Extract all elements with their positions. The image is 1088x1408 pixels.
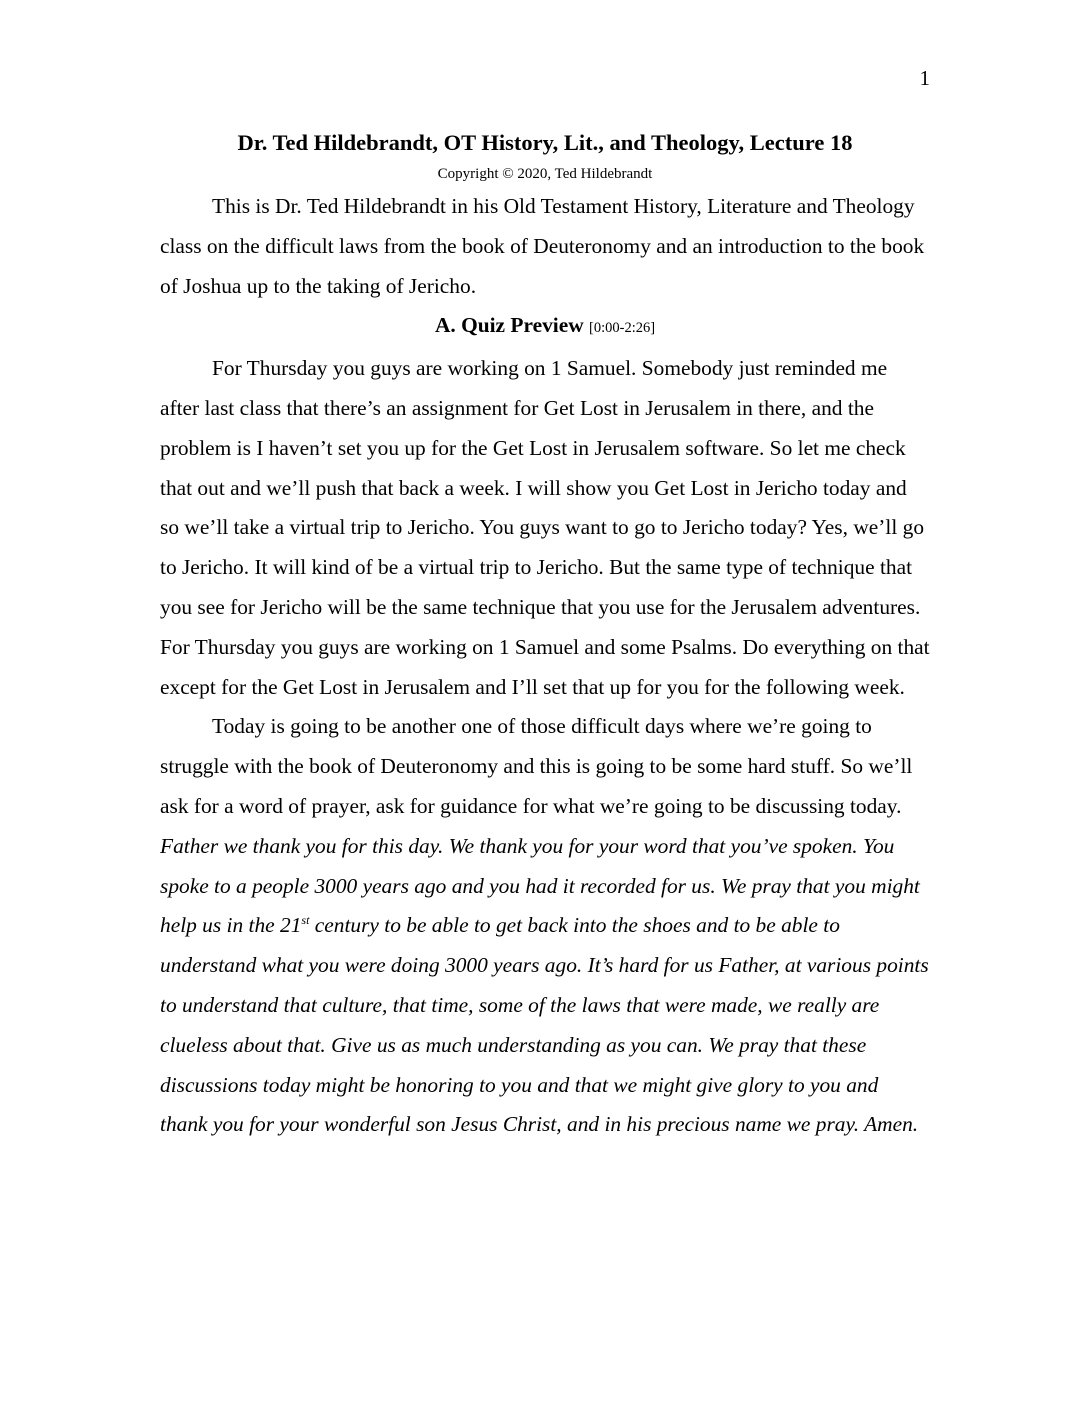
prayer-ordinal-superscript: st <box>301 913 310 928</box>
section-heading-label: A. Quiz Preview <box>434 313 584 338</box>
body-paragraph-2 <box>160 707 930 1145</box>
page-number: 1 <box>919 66 930 90</box>
section-timestamp: [0:00-2:26] <box>589 320 656 337</box>
document-body <box>160 125 930 1145</box>
intro-paragraph: This is Dr. Ted Hildebrandt in his Old Testament History, Literature and Theology class on the difficult laws from the book of Deuteronomy and an introduction to the book of Joshua up to the taking of Jericho. <box>160 194 925 298</box>
section-heading-quiz-preview <box>160 306 930 349</box>
paragraph-2-text: Today is going to be another one of those difficult days where we’re going to struggle with the book of Deuteronomy and this is going to be some hard stuff. So we’ll ask for a word of prayer, ask for guidance for what we’re going to be discussing today. <box>160 714 913 818</box>
prayer-text-part2: century to be able to get back into the shoes and to be able to understand what you were doing 3000 years ago. It’s hard for us Father, at various points to understand that culture, that time, some of the laws that were made, we really are clueless about that. Give us as much understanding as you can. We pray that these discussions today might be honoring to you and that we might give glory to you and thank you for your wonderful son Jesus Christ, and in his precious name we pray. Amen. <box>160 913 929 1137</box>
body-paragraph-1: For Thursday you guys are working on 1 Samuel. Somebody just reminded me after last class that there’s an assignment for Get Lost in Jerusalem in there, and the problem is I haven’t set you up for the Get Lost in Jerusalem software. So let me check that out and we’ll push that back a week. I will show you Get Lost in Jericho today and so we’ll take a virtual trip to Jericho. You guys want to go to Jericho today? Yes, we’ll go to Jericho. It will kind of be a virtual trip to Jericho. But the same type of technique that you see for Jericho will be the same technique that you use for the Jerusalem adventures. For Thursday you guys are working on 1 Samuel and some Psalms. Do everything on that except for the Get Lost in Jerusalem and I’ll set that up for you for the following week. <box>160 356 930 699</box>
copyright-line: Copyright © 2020, Ted Hildebrandt <box>437 166 653 182</box>
lecture-title: Dr. Ted Hildebrandt, OT History, Lit., and Theology, Lecture 18 <box>237 130 853 155</box>
prayer-text-part1: Father we thank you for this day. We thank you for your word that you’ve spoken. You spoke to a people 3000 years ago and you had it recorded for us. We pray that you might help us in the 21 <box>160 833 920 938</box>
